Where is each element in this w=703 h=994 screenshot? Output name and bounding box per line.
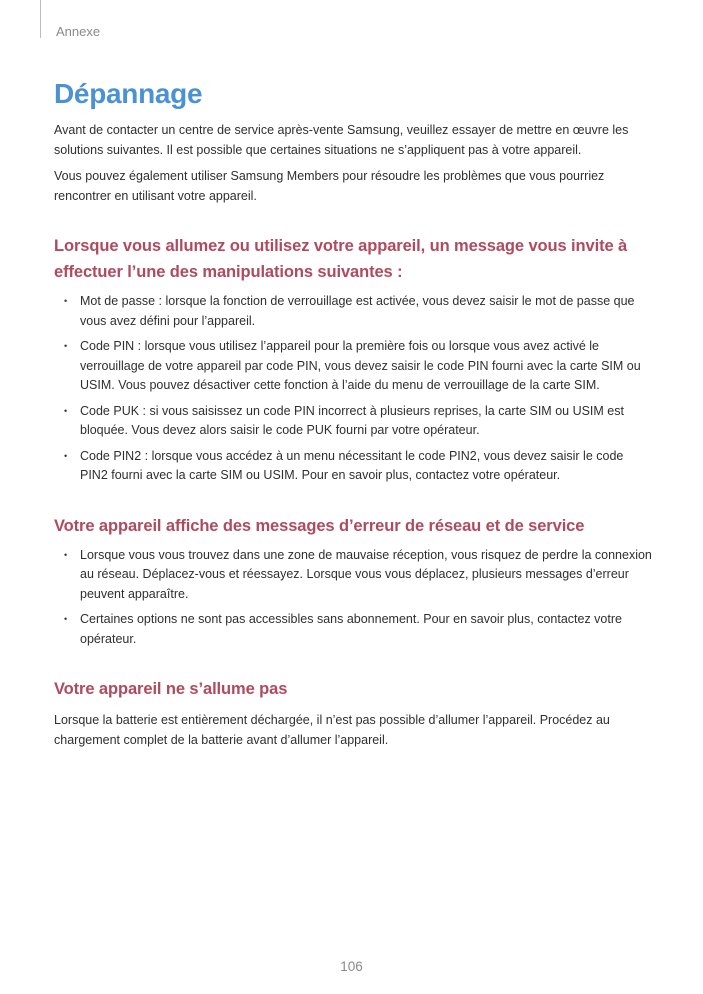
list-item [54,337,653,396]
list-item [54,546,653,605]
bullet-list [54,292,653,486]
list-item-text: Code PIN2 : lorsque vous accédez à un menu nécessitant le code PIN2, vous devez saisir le code PIN2 fourni avec la carte SIM ou USIM. Pour en savoir plus, contactez votre opérateur. [80,448,624,482]
bullet-icon: • [64,614,68,624]
bullet-icon: • [64,296,68,306]
intro-paragraph: Avant de contacter un centre de service après-vente Samsung, veuillez essayer de mettre en œuvre les solutions suivantes. Il est possible que certaines situations ne s’appliquent pas à votre appareil. [54,123,629,157]
list-item-text: Code PIN : lorsque vous utilisez l’appareil pour la première fois ou lorsque vous avez activé le verrouillage de votre appareil par code PIN, vous devez saisir le code PIN fourni avec la carte SIM ou USIM. Vous pouvez désactiver cette fonction à l’aide du menu de verrouillage de la carte SIM. [80,339,641,392]
section-ne-sallume-pas [54,676,653,750]
page-number: 106 [340,959,363,974]
section-paragraph: Lorsque la batterie est entièrement déchargée, il n’est pas possible d’allumer l’appareil. Procédez au chargement complet de la batterie avant d’allumer l’appareil. [54,713,610,747]
bullet-icon: • [64,405,68,416]
list-item-text: Code PUK : si vous saisissez un code PIN incorrect à plusieurs reprises, la carte SIM ou USIM est bloquée. Vous devez alors saisir le code PUK fourni par votre opérateur. [80,403,624,437]
list-item-text: Mot de passe : lorsque la fonction de verrouillage est activée, vous devez saisir le mot de passe que vous avez défini pour l’appareil. [80,294,635,328]
intro-paragraphs [54,121,653,206]
list-item-text: Certaines options ne sont pas accessibles sans abonnement. Pour en savoir plus, contactez votre opérateur. [80,612,622,646]
bullet-icon: • [64,549,68,560]
header-rule [40,0,41,38]
intro-paragraph: Vous pouvez également utiliser Samsung Members pour résoudre les problèmes que vous pourriez rencontrer en utilisant votre appareil. [54,169,605,203]
bullet-icon: • [64,341,68,351]
section-messages-manipulations [54,233,653,486]
list-item [54,610,653,649]
bullet-icon: • [64,450,68,461]
section-heading: Lorsque vous allumez ou utilisez votre appareil, un message vous invite à effectuer l’une des manipulations suivantes : [54,237,628,281]
list-item-text: Lorsque vous vous trouvez dans une zone de mauvaise réception, vous risquez de perdre la connexion au réseau. Déplacez-vous et réessayez. Lorsque vous vous déplacez, plusieurs messages d’erreur peuvent apparaître. [80,547,652,601]
section-heading: Votre appareil ne s’allume pas [54,680,288,698]
section-erreurs-reseau [54,513,653,650]
bullet-list [54,546,653,650]
breadcrumb: Annexe [56,24,101,39]
list-item [54,447,653,486]
list-item [54,292,653,331]
page-title: Dépannage [54,78,203,109]
list-item [54,402,653,441]
section-heading: Votre appareil affiche des messages d’erreur de réseau et de service [54,516,585,535]
